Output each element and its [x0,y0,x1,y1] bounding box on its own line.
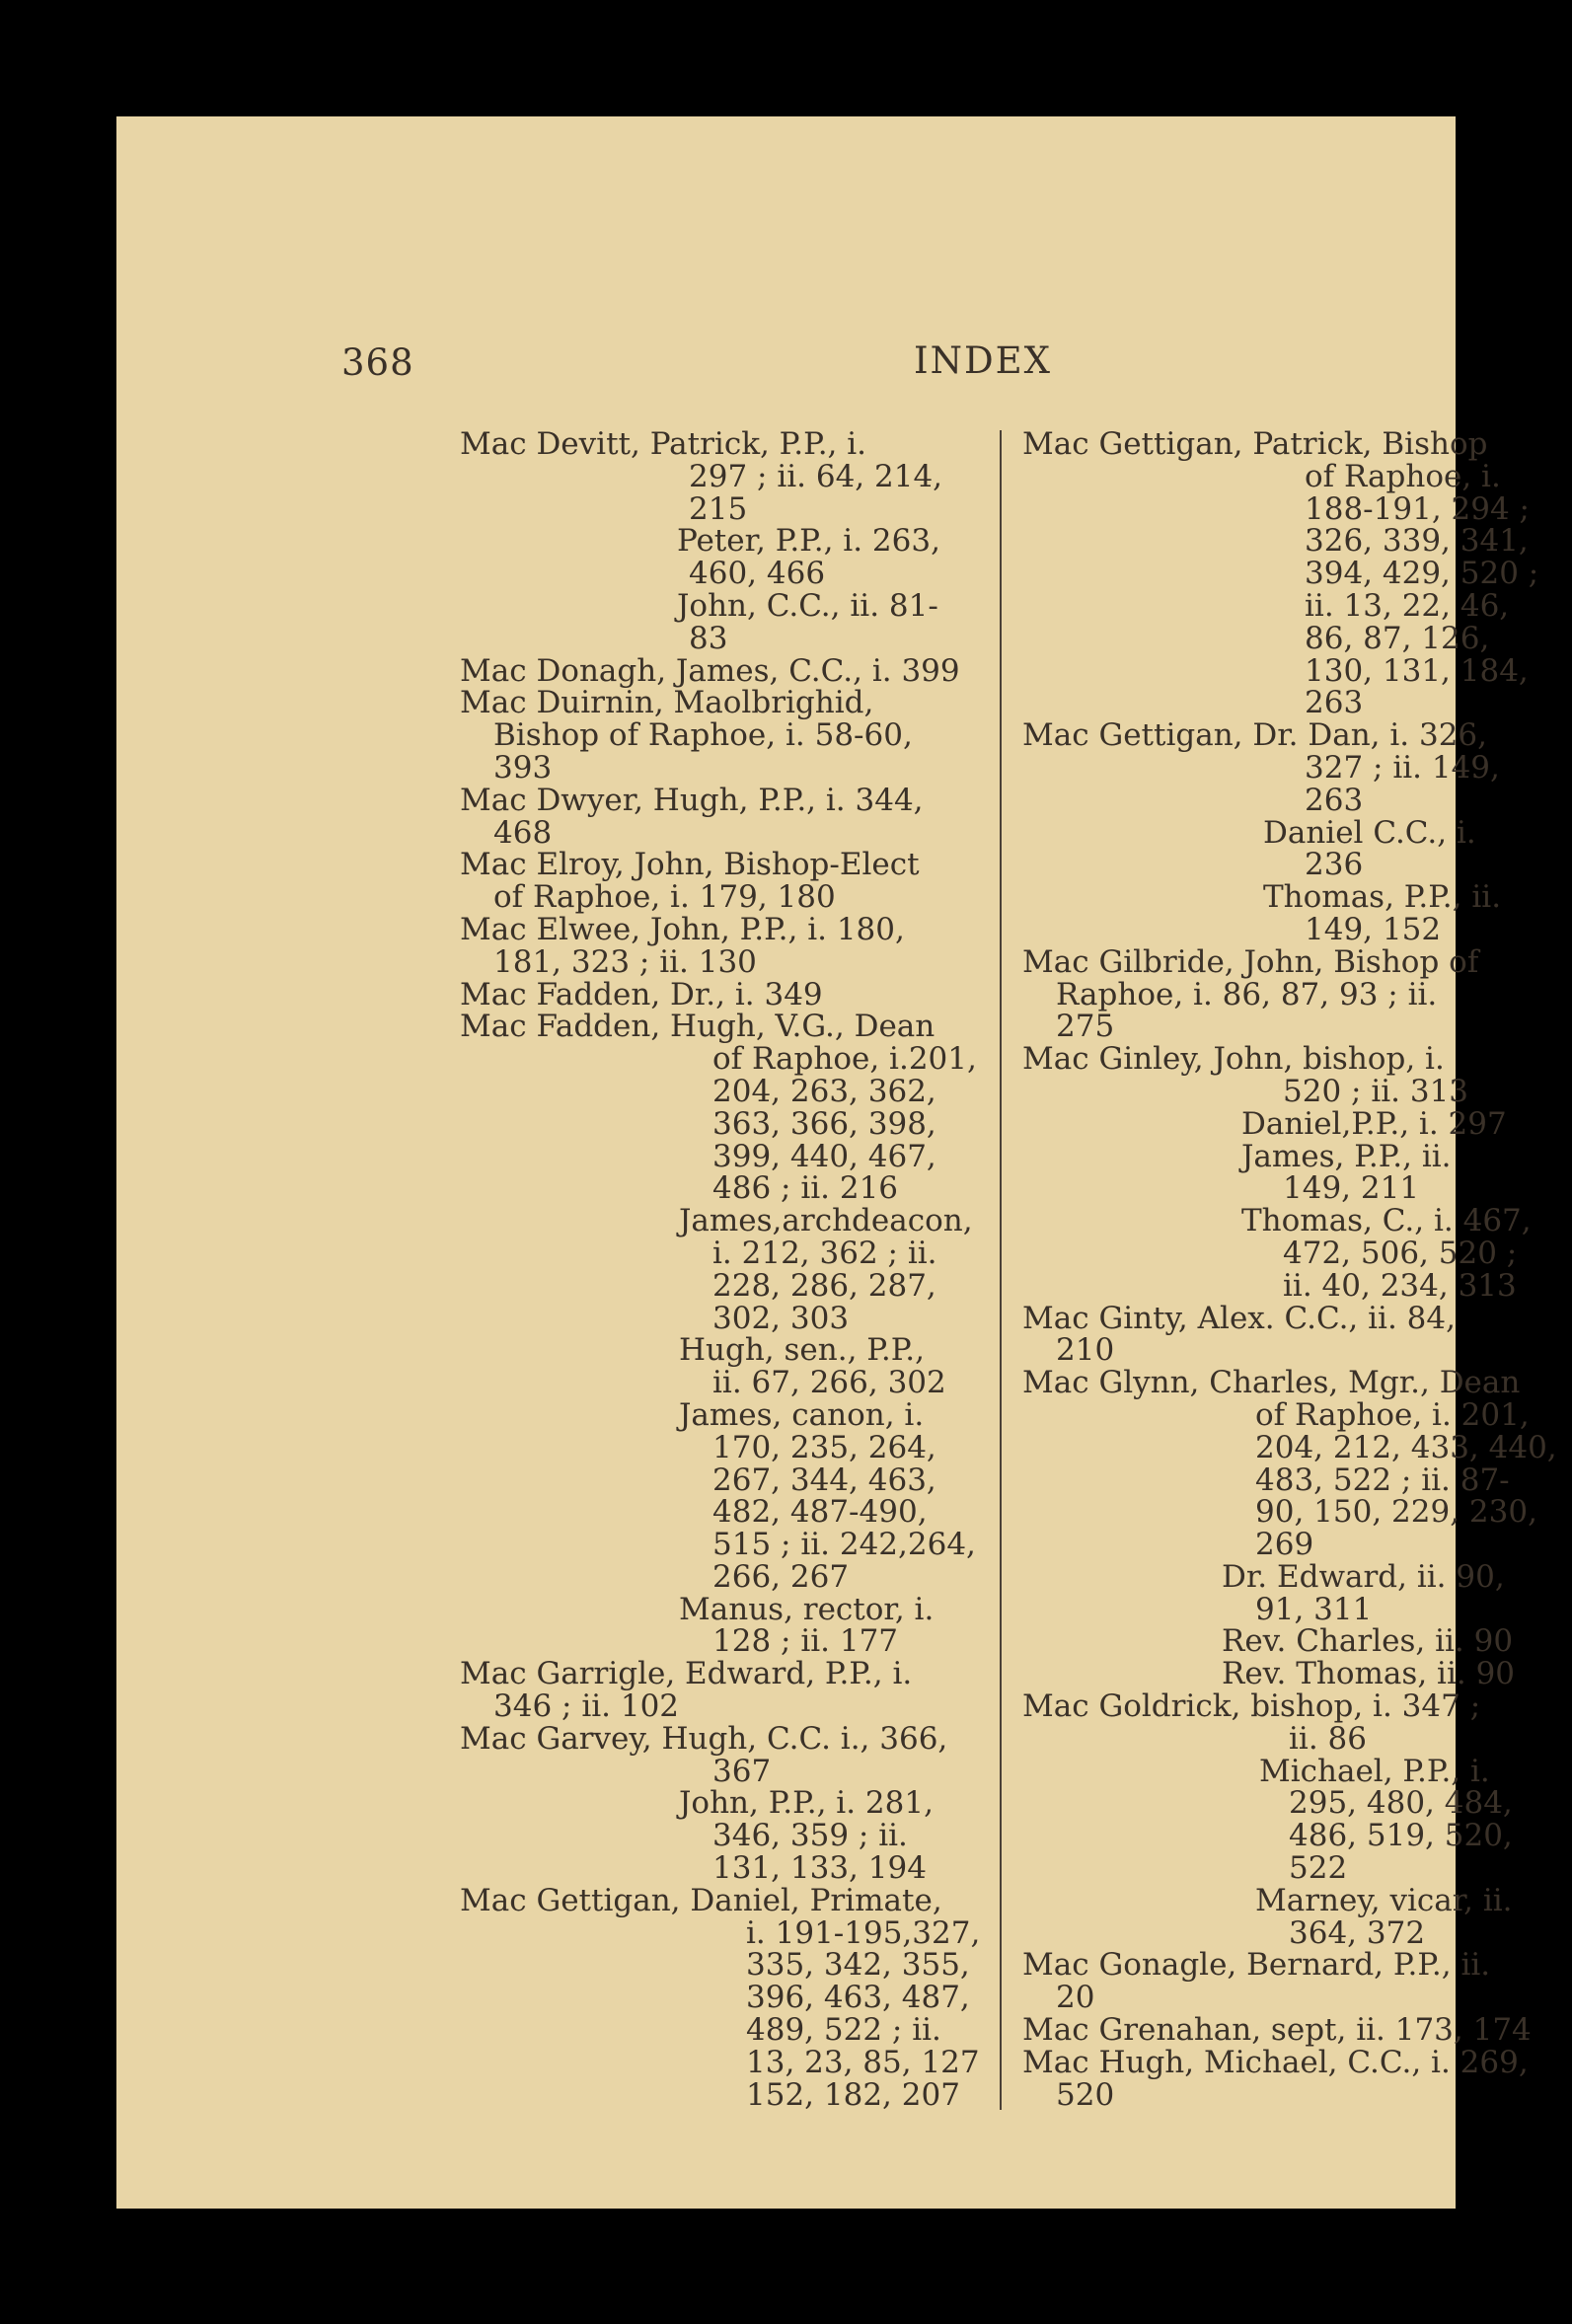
index-entry-line: Mac Gilbride, John, Bishop of [1022,943,1479,980]
index-entry-line: James, P.P., ii. [1241,1138,1452,1174]
index-entry-line: Daniel C.C., i. [1263,814,1476,851]
index-entry-line: 460, 466 [689,556,826,592]
index-entry-line: 86, 87, 126, [1305,620,1490,656]
index-entry-line: 399, 440, 467, [712,1138,936,1174]
index-entry-line: 210 [1056,1332,1115,1369]
index-entry-line: 83 [689,620,728,656]
index-entry-line: Mac Garvey, Hugh, C.C. i., 366, [460,1720,948,1757]
index-entry-line: Mac Duirnin, Maolbrighid, [460,685,874,721]
index-entry-line: 396, 463, 487, [746,1980,970,2016]
index-entry-line: Mac Devitt, Patrick, P.P., i. [460,426,867,462]
index-entry-line: 302, 303 [712,1300,850,1336]
index-entry-line: Mac Elwee, John, P.P., i. 180, [460,911,905,947]
index-entry-line: 130, 131, 184, [1305,652,1529,689]
index-entry-line: Daniel,P.P., i. 297 [1241,1105,1507,1142]
index-entry-line: Mac Fadden, Dr., i. 349 [460,976,823,1012]
column-divider [1000,430,1002,2110]
index-entry-line: 520 ; ii. 313 [1283,1073,1469,1109]
index-entry-line: 520 [1056,2076,1115,2113]
index-entry-line: 364, 372 [1289,1914,1426,1951]
index-entry-line: 263 [1305,685,1364,721]
index-entry-line: ii. 40, 234, 313 [1283,1267,1517,1304]
index-column-left [460,426,981,2113]
index-entry-line: 128 ; ii. 177 [712,1623,899,1660]
running-head: INDEX [914,339,1053,382]
index-entry-line: 91, 311 [1255,1591,1373,1627]
index-entry-line: Mac Gettigan, Dr. Dan, i. 326, [1022,717,1488,754]
index-entry-line: of Raphoe, i. [1305,458,1501,494]
index-entry-line: Mac Garrigle, Edward, P.P., i. [460,1656,913,1692]
index-entry-line: of Raphoe, i. 179, 180 [493,879,836,916]
index-entry-line: Mac Ginley, John, bishop, i. [1022,1041,1445,1078]
index-entry-line: ii. 67, 266, 302 [712,1365,946,1401]
index-entry-line: James,archdeacon, [679,1203,973,1239]
index-entry-line: 367 [712,1753,772,1789]
index-entry-line: i. 191-195,327, [746,1914,981,1951]
index-entry-line: 363, 366, 398, [712,1105,936,1142]
index-entry-line: 269 [1255,1527,1314,1563]
index-entry-line: Raphoe, i. 86, 87, 93 ; ii. [1056,976,1438,1012]
index-entry-line: 327 ; ii. 149, [1305,749,1500,786]
index-entry-line: 483, 522 ; ii. 87- [1255,1462,1510,1498]
index-entry-line: 335, 342, 355, [746,1947,970,1984]
index-entry-line: 346, 359 ; ii. [712,1818,908,1854]
index-entry-line: Mac Gettigan, Daniel, Primate, [460,1882,942,1918]
index-entry-line: Hugh, sen., P.P., [679,1332,926,1369]
index-entry-line: ii. 86 [1289,1720,1367,1757]
index-entry-line: 468 [493,814,553,851]
index-entry-line: Mac Ginty, Alex. C.C., ii. 84, [1022,1300,1456,1336]
index-entry-line: 472, 506, 520 ; [1283,1235,1518,1271]
index-entry-line: 346 ; ii. 102 [493,1688,680,1725]
index-entry-line: 275 [1056,1009,1115,1045]
index-entry-line: of Raphoe, i. 201, [1255,1396,1530,1433]
index-entry-line: Mac Grenahan, sept, ii. 173, 174 [1022,2012,1532,2049]
page-number: 368 [341,341,414,384]
index-entry-line: Thomas, C., i. 467, [1241,1203,1532,1239]
index-entry-line: James, canon, i. [679,1396,925,1433]
index-entry-line: 236 [1305,847,1364,883]
book-page [116,116,1557,2209]
index-entry-line: 489, 522 ; ii. [746,2012,941,2049]
index-entry-line: 149, 152 [1305,911,1442,947]
index-entry-line: 393 [493,749,553,786]
index-entry-line: 188-191, 294 ; [1305,490,1530,527]
index-entry-line: Mac Dwyer, Hugh, P.P., i. 344, [460,782,924,818]
index-entry-line: 486 ; ii. 216 [712,1170,899,1207]
index-entry-line: 482, 487-490, [712,1494,928,1531]
index-entry-line: 295, 480, 484, [1289,1785,1513,1822]
index-entry-line: 228, 286, 287, [712,1267,936,1304]
index-entry-line: Mac Elroy, John, Bishop-Elect [460,847,920,883]
index-entry-line: 263 [1305,782,1364,818]
index-entry-line: Rev. Thomas, ii. 90 [1222,1656,1516,1692]
index-entry-line: 266, 267 [712,1558,850,1595]
index-entry-line: 522 [1289,1850,1348,1887]
index-entry-line: Dr. Edward, ii. 90, [1222,1558,1505,1595]
index-entry-line: 170, 235, 264, [712,1429,936,1465]
index-entry-line: 90, 150, 229, 230, [1255,1494,1537,1531]
index-entry-line: Bishop of Raphoe, i. 58-60, [493,717,913,754]
index-entry-line: i. 212, 362 ; ii. [712,1235,937,1271]
index-entry-line: 515 ; ii. 242,264, [712,1527,976,1563]
index-entry-line: Peter, P.P., i. 263, [677,523,940,560]
index-entry-line: Mac Goldrick, bishop, i. 347 ; [1022,1688,1481,1725]
index-entry-line: 13, 23, 85, 127 [746,2044,980,2080]
index-entry-line: 297 ; ii. 64, 214, [689,458,943,494]
index-entry-line: Mac Donagh, James, C.C., i. 399 [460,652,960,689]
index-entry-line: 326, 339, 341, [1305,523,1529,560]
index-entry-line: 181, 323 ; ii. 130 [493,943,757,980]
index-entry-line: Mac Hugh, Michael, C.C., i. 269, [1022,2044,1529,2080]
index-entry-line: Manus, rector, i. [679,1591,935,1627]
index-entry-line: Michael, P.P., i. [1259,1753,1490,1789]
index-entry-line: 204, 212, 433, 440, [1255,1429,1557,1465]
index-entry-line: 149, 211 [1283,1170,1420,1207]
index-entry-line: John, P.P., i. 281, [679,1785,934,1822]
index-entry-line: 394, 429, 520 ; [1305,556,1539,592]
index-entry-line: 486, 519, 520, [1289,1818,1513,1854]
index-entry-line: Mac Gettigan, Patrick, Bishop [1022,426,1488,462]
index-entry-line: 131, 133, 194 [712,1850,927,1887]
index-entry-line: 152, 182, 207 [746,2076,960,2113]
index-entry-line: ii. 13, 22, 46, [1305,587,1510,624]
index-entry-line: Thomas, P.P., ii. [1263,879,1502,916]
index-entry-line: Marney, vicar, ii. [1255,1882,1513,1918]
index-entry-line: John, C.C., ii. 81- [677,587,938,624]
index-entry-line: Rev. Charles, ii. 90 [1222,1623,1514,1660]
index-entry-line: Mac Glynn, Charles, Mgr., Dean [1022,1365,1521,1401]
index-entry-line: 215 [689,490,748,527]
index-entry-line: 204, 263, 362, [712,1073,936,1109]
index-entry-line: Mac Gonagle, Bernard, P.P., ii. [1022,1947,1491,1984]
index-entry-line: 267, 344, 463, [712,1462,936,1498]
index-column-right [1022,426,1557,2113]
index-entry-line: Mac Fadden, Hugh, V.G., Dean [460,1009,936,1045]
index-entry-line: of Raphoe, i.201, [712,1041,977,1078]
index-entry-line: 20 [1056,1980,1095,2016]
